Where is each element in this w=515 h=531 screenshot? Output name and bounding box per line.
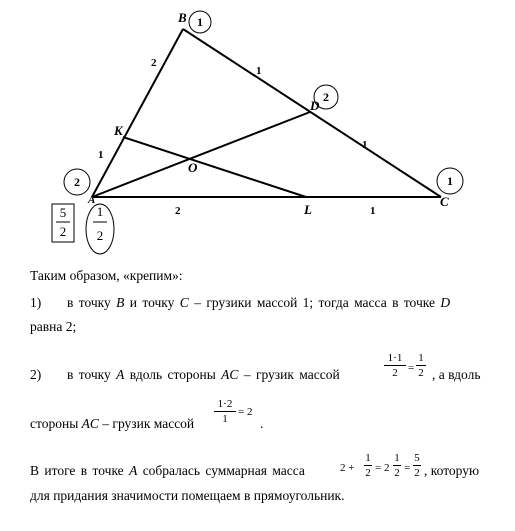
- triangle-figure: [0, 0, 515, 260]
- side-bc: [183, 29, 441, 197]
- vertex-l: L: [304, 202, 312, 217]
- segment-dc: 1: [362, 139, 368, 151]
- circled-fraction-den: 2: [96, 228, 104, 243]
- item1-point-d: D: [440, 295, 451, 310]
- item2-text-e: – грузик массой: [238, 367, 340, 382]
- formula3-frac1-num: 1: [365, 452, 371, 464]
- formula2-lhs-den: 1: [222, 413, 228, 425]
- item2-text-a: в точку: [67, 367, 117, 382]
- vertex-d: D: [310, 98, 320, 113]
- formula2-eq: = 2: [238, 406, 253, 418]
- mass-d: 2: [323, 90, 329, 104]
- formula3-eq: =: [404, 462, 411, 474]
- mass-a: 2: [74, 175, 80, 189]
- formula3-frac1-den: 2: [365, 467, 371, 479]
- formula3-frac3-num: 5: [414, 452, 420, 464]
- vertex-a: A: [88, 194, 96, 206]
- formula3-frac2-num: 1: [394, 452, 400, 464]
- item2-text-f: , а вдоль: [432, 367, 481, 382]
- item1-line: [67, 295, 450, 311]
- cevian-ad: [92, 112, 310, 197]
- vertex-k: K: [114, 123, 123, 138]
- vertex-o: O: [188, 160, 198, 175]
- formula1-lhs-bar: [384, 365, 406, 366]
- formula3-frac3: [413, 452, 421, 479]
- formula2-lhs: [214, 398, 236, 425]
- final-point-a: A: [129, 463, 138, 478]
- segment-bk: 2: [151, 57, 157, 69]
- final-text-a: В итоге в точке: [30, 463, 130, 478]
- formula1-rhs: [416, 352, 426, 379]
- item2-side-ac-2: AC: [81, 416, 99, 431]
- formula3-frac3-den: 2: [414, 467, 420, 479]
- vertex-c: C: [440, 194, 449, 209]
- item1-line2: равна 2;: [30, 319, 77, 334]
- intro-line: Таким образом, «крепим»:: [30, 268, 183, 283]
- boxed-fraction-den: 2: [59, 224, 67, 239]
- item2-side-ac: AC: [221, 367, 239, 382]
- item1-point-c: C: [179, 295, 189, 310]
- item2-number: 2): [30, 367, 42, 382]
- formula2-lhs-num: 1·2: [217, 398, 233, 410]
- item2-text-i: – грузик массой: [98, 416, 195, 431]
- formula1-rhs-den: 2: [418, 367, 424, 379]
- item2-text-c: вдоль стороны: [124, 367, 222, 382]
- formula1-lhs-den: 2: [392, 367, 398, 379]
- item2-text-g: стороны: [30, 416, 82, 431]
- segment-al: 2: [175, 205, 181, 217]
- formula1-lhs-num: 1·1: [387, 352, 403, 364]
- item1-text-a: в точку: [67, 295, 117, 310]
- item2-point-a: A: [116, 367, 125, 382]
- final-line2: для придания значимости помещаем в прямоугольник.: [30, 488, 345, 503]
- final-text-c: собралась суммарная масса: [137, 463, 305, 478]
- segment-bd: 1: [256, 65, 262, 77]
- formula1-rhs-bar: [416, 365, 426, 366]
- formula3-frac2-bar: [393, 465, 401, 466]
- item1-point-b: B: [116, 295, 125, 310]
- mass-b: 1: [197, 15, 203, 29]
- item1-number: 1): [30, 295, 42, 310]
- formula3-frac1: [364, 452, 372, 479]
- segment-lc: 1: [370, 205, 376, 217]
- item2-line: [67, 367, 340, 383]
- final-text-d: , которую: [424, 463, 480, 478]
- item1-text-c: и точку: [124, 295, 180, 310]
- formula3-frac2: [393, 452, 401, 479]
- boxed-fraction-num: 5: [59, 205, 67, 220]
- final-line: [30, 463, 305, 479]
- formula3-frac3-bar: [413, 465, 421, 466]
- formula2-lhs-bar: [214, 411, 236, 412]
- mass-c: 1: [447, 174, 453, 188]
- formula1-rhs-num: 1: [418, 352, 424, 364]
- item2-text-j: .: [260, 416, 264, 431]
- formula3-frac1-bar: [364, 465, 372, 466]
- formula3-frac2-den: 2: [394, 467, 400, 479]
- vertex-b: B: [178, 10, 187, 25]
- formula1-lhs: [384, 352, 406, 379]
- segment-ka: 1: [98, 149, 104, 161]
- cevian-kl: [123, 137, 306, 197]
- side-ab: [92, 29, 183, 197]
- formula3-lead: 2 +: [340, 462, 355, 474]
- item2-line2: [30, 416, 194, 432]
- item1-text-e: – грузики массой 1; тогда масса в точке: [188, 295, 441, 310]
- circled-fraction-num: 1: [96, 204, 104, 219]
- formula3-mid: = 2: [375, 462, 390, 474]
- formula1-eq: =: [408, 362, 415, 374]
